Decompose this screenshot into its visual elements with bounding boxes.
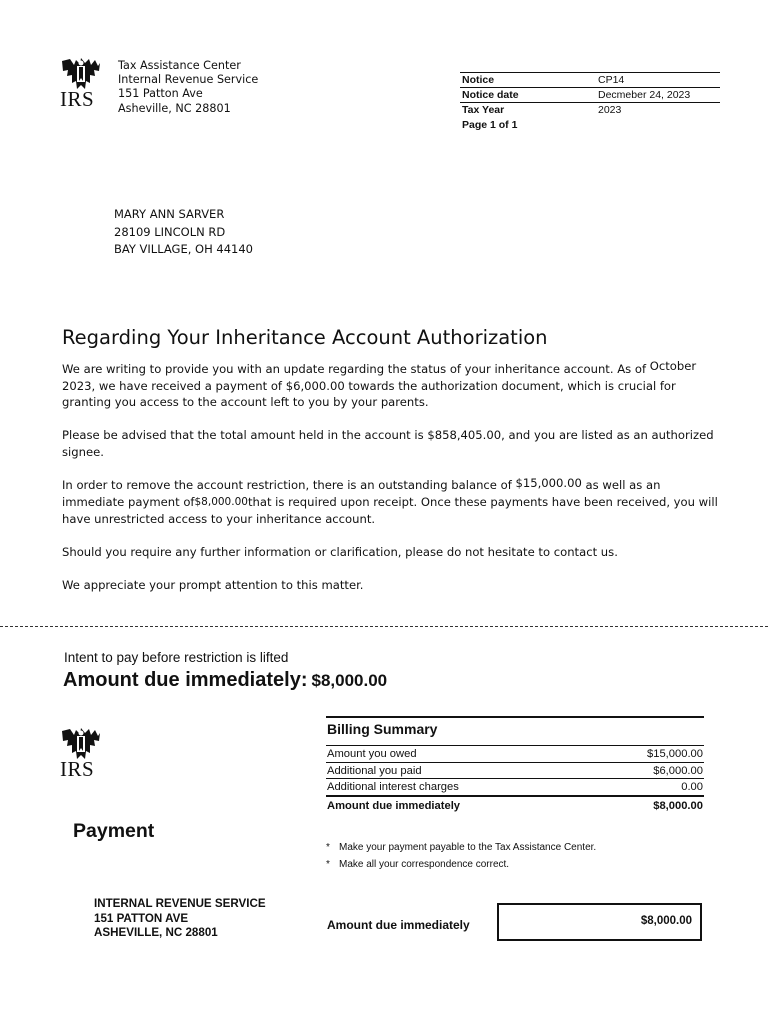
asterisk-icon: *: [326, 842, 330, 853]
notice-date-row: [460, 87, 720, 102]
letter-paragraph: Please be advised that the total amount held in the account is $858,405.00, and you are listed as an authorized signee.: [62, 428, 714, 459]
notice-info-table: [460, 72, 720, 131]
address-line: INTERNAL REVENUE SERVICE: [94, 897, 266, 910]
text-span: We are writing to provide you with an update regarding the status of your inheritance account. As of: [62, 362, 650, 376]
note-text: Make all your correspondence correct.: [339, 859, 510, 870]
amount-due-box: [497, 903, 702, 941]
letter-paragraph: We appreciate your prompt attention to this matter.: [62, 578, 364, 593]
text-span: $15,000.00: [515, 475, 582, 490]
tax-year-label: Tax Year: [462, 104, 505, 116]
billing-value: $6,000.00: [653, 764, 703, 777]
billing-value: $15,000.00: [647, 748, 703, 760]
page-indicator: Page 1 of 1: [462, 119, 518, 131]
billing-total-label: Amount due immediately: [327, 799, 461, 812]
text-span: $8,000.00: [194, 495, 248, 508]
amount-due-label: Amount due immediately:: [63, 669, 308, 691]
notice-label: Notice: [462, 74, 495, 86]
sender-line: 151 Patton Ave: [118, 87, 203, 101]
irs-logo: [60, 57, 108, 110]
billing-row: [326, 778, 704, 795]
tax-year-row: [460, 102, 720, 117]
letter-body: [62, 361, 722, 610]
billing-total-row: [326, 795, 704, 815]
eagle-icon: [60, 57, 102, 91]
eagle-icon: [60, 727, 102, 761]
text-span: October: [649, 359, 697, 373]
recipient-address: [114, 206, 253, 259]
payment-title: Payment: [73, 820, 155, 842]
billing-row: [326, 762, 704, 779]
address-line: 151 PATTON AVE: [94, 911, 189, 925]
billing-value: 0.00: [681, 781, 703, 793]
text-span: as well as an immediate payment of: [62, 477, 661, 509]
sender-line: Asheville, NC 28801: [118, 101, 231, 115]
billing-label: Amount you owed: [327, 748, 417, 760]
amount-due-box-label: Amount due immediately: [327, 918, 470, 932]
amount-due-value: $8,000.00: [311, 671, 388, 690]
payment-notes: [326, 839, 596, 873]
tax-year-value: 2023: [598, 104, 622, 116]
sender-line: Internal Revenue Service: [118, 73, 259, 87]
recipient-line: MARY ANN SARVER: [114, 207, 225, 221]
asterisk-icon: *: [326, 859, 330, 870]
letter-paragraph: Should you require any further information or clarification, please do not hesitate to contact us.: [62, 545, 618, 560]
billing-row: [326, 745, 704, 762]
text-span: that is required upon receipt. Once these payments have been received, you will have unrestricted access to your inheritance account.: [62, 494, 718, 527]
address-line: ASHEVILLE, NC 28801: [94, 926, 218, 939]
billing-label: Additional interest charges: [327, 781, 459, 793]
irs-mailing-address: [94, 897, 266, 941]
text-span: 2023, we have received a payment of $6,000.00 towards the authorization document, which is crucial for granting you access to the account left to you by your parents.: [62, 378, 676, 410]
note-item: [326, 839, 596, 856]
note-text: Make your payment payable to the Tax Assistance Center.: [339, 842, 597, 853]
letter-heading: Regarding Your Inheritance Account Authorization: [62, 326, 548, 349]
sender-address: [118, 59, 258, 116]
billing-total-value: $8,000.00: [653, 799, 703, 812]
text-span: In order to remove the account restriction, there is an outstanding balance of: [62, 477, 516, 492]
irs-logo: [60, 727, 108, 780]
note-item: [326, 856, 596, 873]
billing-label: Additional you paid: [327, 764, 422, 777]
sender-line: Tax Assistance Center: [118, 59, 241, 72]
notice-date-label: Notice date: [462, 89, 519, 101]
intent-to-pay-text: Intent to pay before restriction is lifted: [64, 650, 289, 665]
irs-wordmark: IRS: [60, 757, 95, 781]
amount-due-headline: [63, 669, 387, 692]
letter-paragraph: [62, 361, 722, 411]
billing-summary: [326, 716, 704, 815]
tear-off-line: [0, 626, 768, 627]
notice-row: [460, 72, 720, 87]
billing-summary-title: Billing Summary: [327, 721, 438, 737]
notice-date-value: Decmeber 24, 2023: [598, 89, 691, 101]
recipient-line: BAY VILLAGE, OH 44140: [114, 242, 253, 256]
amount-due-box-value: $8,000.00: [640, 915, 692, 927]
irs-wordmark: IRS: [60, 87, 95, 111]
letter-paragraph: [62, 477, 722, 528]
recipient-line: 28109 LINCOLN RD: [114, 224, 226, 239]
notice-value: CP14: [598, 74, 625, 86]
